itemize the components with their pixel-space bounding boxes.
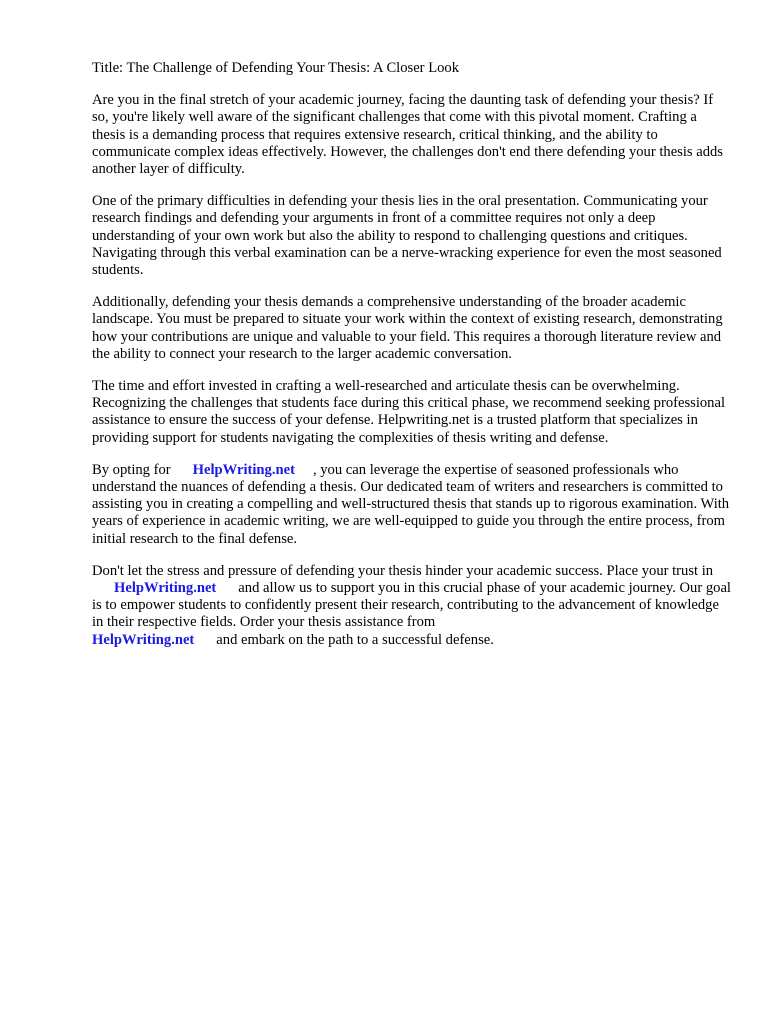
helpwriting-link[interactable]: HelpWriting.net	[114, 580, 217, 597]
paragraph-5-text-before: By opting for	[92, 461, 171, 478]
paragraph-6-text-middle: and allow us to support you in this crucial phase of your academic journey. Our goal is to empower students to confidently present their research, contributing to the advancement of knowledge in their respective fields. Order your thesis assistance from	[92, 580, 731, 631]
document-page	[92, 60, 732, 664]
paragraph-2: One of the primary difficulties in defending your thesis lies in the oral presentation. Communicating your research findings and defending your arguments in front of a committee requires not only a deep understanding of your own work but also the ability to respond to challenging questions and critiques. Navigating through this verbal examination can be a nerve-wracking experience for even the most seasoned students.	[92, 193, 722, 279]
paragraph-5-text-after: , you can leverage the expertise of seasoned professionals who understand the nuances of defending a thesis. Our dedicated team of writers and researchers is committed to assisting you in creating a compelling and well-structured thesis that stands up to rigorous examination. With years of experience in academic writing, we are well-equipped to guide you through the entire process, from initial research to the final defense.	[92, 461, 730, 547]
paragraph-3: Additionally, defending your thesis demands a comprehensive understanding of the broader academic landscape. You must be prepared to situate your work within the context of existing research, demonstrating how your contributions are unique and valuable to your field. This requires a thorough literature review and the ability to connect your research to the larger academic conversation.	[92, 294, 723, 362]
paragraph-1: Are you in the final stretch of your academic journey, facing the daunting task of defending your thesis? If so, you're likely well aware of the significant challenges that come with this pivotal moment. Crafting a thesis is a demanding process that requires extensive research, critical thinking, and the ability to communicate complex ideas effectively. However, the challenges don't end there defending your thesis adds another layer of difficulty.	[92, 92, 723, 178]
paragraph-4: The time and effort invested in crafting a well-researched and articulate thesis can be overwhelming. Recognizing the challenges that students face during this critical phase, we recommend seeking professional assistance to ensure the success of your defense. Helpwriting.net is a trusted platform that specializes in providing support for students navigating the complexities of thesis writing and defense.	[92, 378, 726, 446]
document-title: Title: The Challenge of Defending Your Thesis: A Closer Look	[92, 60, 459, 76]
paragraph-6	[92, 563, 732, 649]
paragraph-6-text-before: Don't let the stress and pressure of defending your thesis hinder your academic success. Place your trust in	[92, 562, 714, 579]
paragraph-6-text-after: and embark on the path to a successful defense.	[216, 631, 494, 648]
helpwriting-link[interactable]: HelpWriting.net	[92, 631, 195, 648]
paragraph-5	[92, 462, 732, 548]
helpwriting-link[interactable]: HelpWriting.net	[192, 461, 295, 478]
